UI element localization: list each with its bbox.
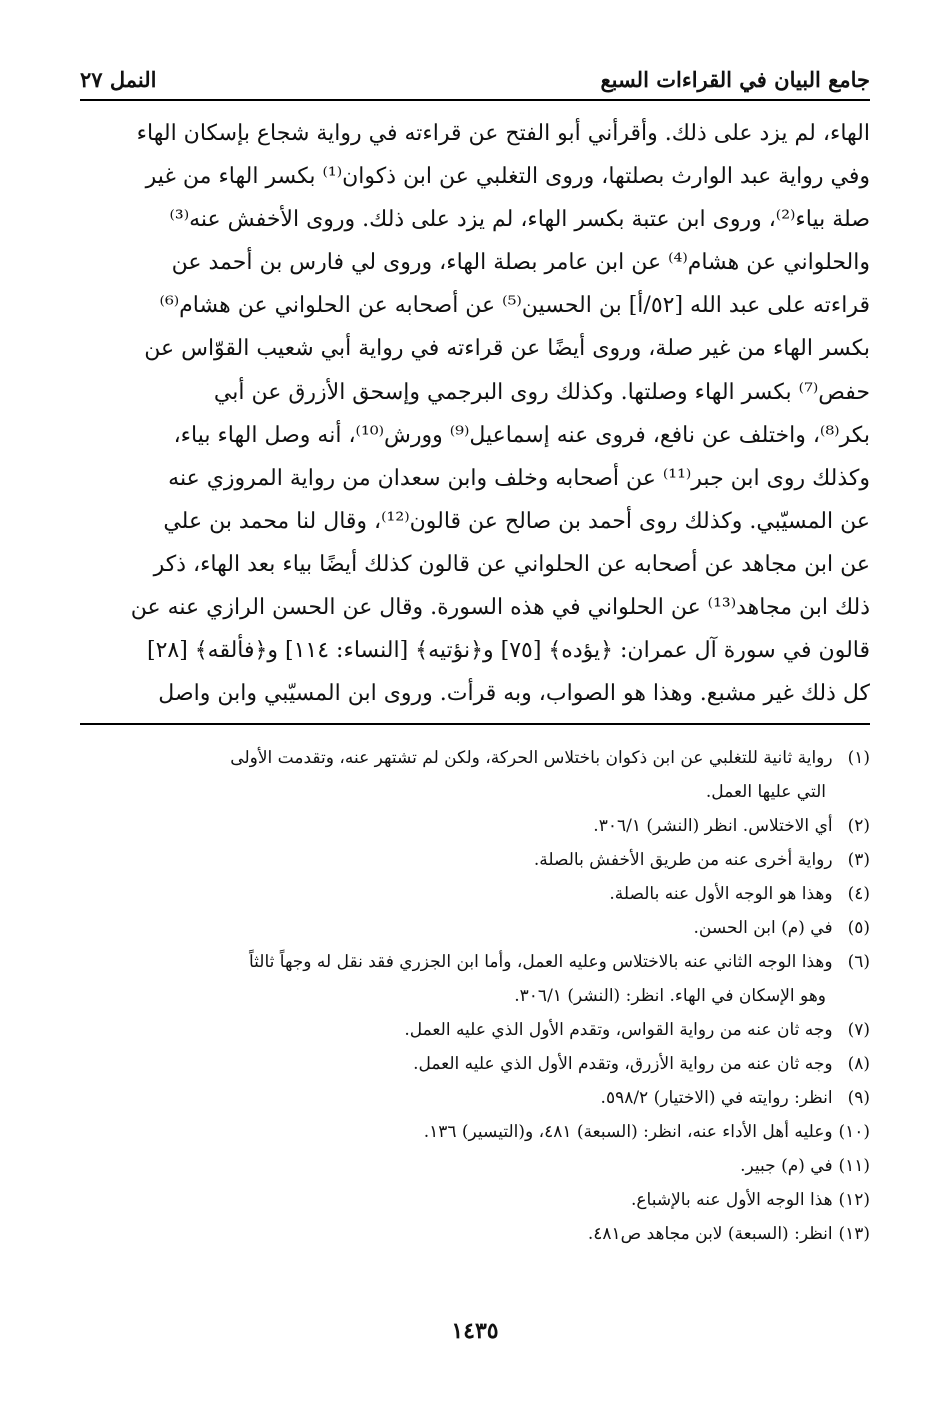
footnote-number: (٨): [847, 1054, 870, 1074]
running-header: [80, 56, 870, 92]
footnote: [80, 1115, 870, 1149]
text-line: والحلواني عن هشام⁽⁴⁾ عن ابن عامر بصلة الهاء، وروى لي فارس بن أحمد عن: [171, 250, 870, 276]
footnote: [80, 1149, 870, 1183]
header-divider: [80, 99, 870, 101]
footnote-number: (١): [847, 748, 870, 768]
footnote-number: (١٢): [838, 1190, 870, 1210]
footnote-number: (٤): [847, 884, 870, 904]
footnote-number: (١٣): [838, 1224, 870, 1244]
footnote-text: أي الاختلاس. انظر (النشر) ٣٠٦/١.: [593, 816, 833, 836]
footnote-continuation: وهو الإسكان في الهاء. انظر: (النشر) ٣٠٦/١.: [514, 986, 826, 1006]
footnote-number: (٩): [847, 1088, 870, 1108]
text-line: ذلك ابن مجاهد⁽¹³⁾ عن الحلواني في هذه السورة. وقال عن الحسن الرازي عنه عن: [130, 595, 870, 621]
footnote: [80, 1047, 870, 1081]
footnote: [80, 1217, 870, 1251]
page-number: ١٤٣٥: [451, 1318, 499, 1344]
footnote-text: رواية أخرى عنه من طريق الأخفش بالصلة.: [533, 850, 833, 870]
footnotes: [80, 741, 870, 1251]
footnote-number: (١١): [838, 1156, 870, 1176]
footnote-number: (٣): [847, 850, 870, 870]
footnote-text: انظر: (السبعة) لابن مجاهد ص٤٨١.: [587, 1224, 833, 1244]
footnote-text: رواية ثانية للتغلبي عن ابن ذكوان باختلاس الحركة، ولكن لم تشتهر عنه، وتقدمت الأولى: [230, 748, 833, 768]
text-line: بكسر الهاء من غير صلة، وروى أيضًا عن قراءته في رواية أبي شعيب القوّاس عن: [144, 336, 870, 362]
text-line: صلة بياء⁽²⁾، وروى ابن عتبة بكسر الهاء، لم يزد على ذلك. وروى الأخفش عنه⁽³⁾: [169, 207, 870, 233]
surah-page-label: النمل ٢٧: [80, 67, 157, 92]
footnote: [80, 1183, 870, 1217]
footnote: [80, 911, 870, 945]
footnote-number: (٥): [847, 918, 870, 938]
footnote: [80, 945, 870, 1013]
text-line: بكر⁽⁸⁾، واختلف عن نافع، فروى عنه إسماعيل⁽⁹⁾ وورش⁽¹⁰⁾، أنه وصل الهاء بياء،: [173, 422, 870, 448]
footnote: [80, 1081, 870, 1115]
footnote-text: انظر: روايته في (الاختيار) ٥٩٨/٢.: [600, 1088, 833, 1108]
footnote-number: (١٠): [838, 1122, 870, 1142]
footnote-text: في (م) ابن الحسن.: [693, 918, 833, 938]
footnote: [80, 877, 870, 911]
book-title: جامع البيان في القراءات السبع: [600, 67, 870, 92]
footnote-number: (٦): [847, 952, 870, 972]
text-line: الهاء، لم يزد على ذلك. وأقرأني أبو الفتح عن قراءته في رواية شجاع بإسكان الهاء: [136, 121, 870, 146]
footnote-text: في (م) جبير.: [740, 1156, 833, 1176]
text-line: وكذلك روى ابن جبر⁽¹¹⁾ عن أصحابه وخلف وابن سعدان من رواية المروزي عنه: [168, 465, 870, 491]
text-line: عن المسيّبي. وكذلك روى أحمد بن صالح عن قالون⁽¹²⁾، وقال لنا محمد بن علي: [163, 508, 870, 534]
footnote-number: (٢): [847, 816, 870, 836]
footnote-continuation: التي عليها العمل.: [705, 782, 826, 802]
footnote-text: وجه ثان عنه من رواية الأزرق، وتقدم الأول الذي عليه العمل.: [413, 1054, 833, 1074]
text-line: حفص⁽⁷⁾ بكسر الهاء وصلتها. وكذلك روى البرجمي وإسحق الأزرق عن أبي: [213, 379, 870, 405]
text-line: عن ابن مجاهد عن أصحابه عن الحلواني عن قالون كذلك أيضًا بياء بعد الهاء، ذكر: [153, 551, 870, 577]
footnote-divider: [80, 723, 870, 725]
footnote-number: (٧): [847, 1020, 870, 1040]
footnote-text: وعليه أهل الأداء عنه، انظر: (السبعة) ٤٨١، و(التيسير) ١٣٦.: [423, 1122, 833, 1142]
main-text: [80, 112, 870, 715]
text-line: قالون في سورة آل عمران: ﴿يؤده﴾ [٧٥] و﴿نؤتيه﴾ [النساء: ١١٤] و﴿فألقه﴾ [٢٨]: [146, 638, 870, 664]
text-line: وفي رواية عبد الوارث بصلتها، وروى التغلبي عن ابن ذكوان⁽¹⁾ بكسر الهاء من غير: [145, 164, 870, 190]
text-line: قراءته على عبد الله [٥٢/أ] بن الحسين⁽⁵⁾ عن أصحابه عن الحلواني عن هشام⁽⁶⁾: [159, 293, 870, 319]
footnote: [80, 741, 870, 809]
footnote-text: وهذا هو الوجه الأول عنه بالصلة.: [609, 884, 833, 904]
footnote: [80, 1013, 870, 1047]
footnote: [80, 843, 870, 877]
text-line: كل ذلك غير مشبع. وهذا هو الصواب، وبه قرأت. وروى ابن المسيّبي وابن واصل: [158, 681, 870, 707]
footnote-text: هذا الوجه الأول عنه بالإشباع.: [630, 1190, 833, 1210]
footnote-text: وهذا الوجه الثاني عنه بالاختلاس وعليه العمل، وأما ابن الجزري فقد نقل له وجهاً ثالثاً: [248, 952, 833, 972]
footnote: [80, 809, 870, 843]
footnote-text: وجه ثان عنه من رواية القواس، وتقدم الأول الذي عليه العمل.: [404, 1020, 833, 1040]
